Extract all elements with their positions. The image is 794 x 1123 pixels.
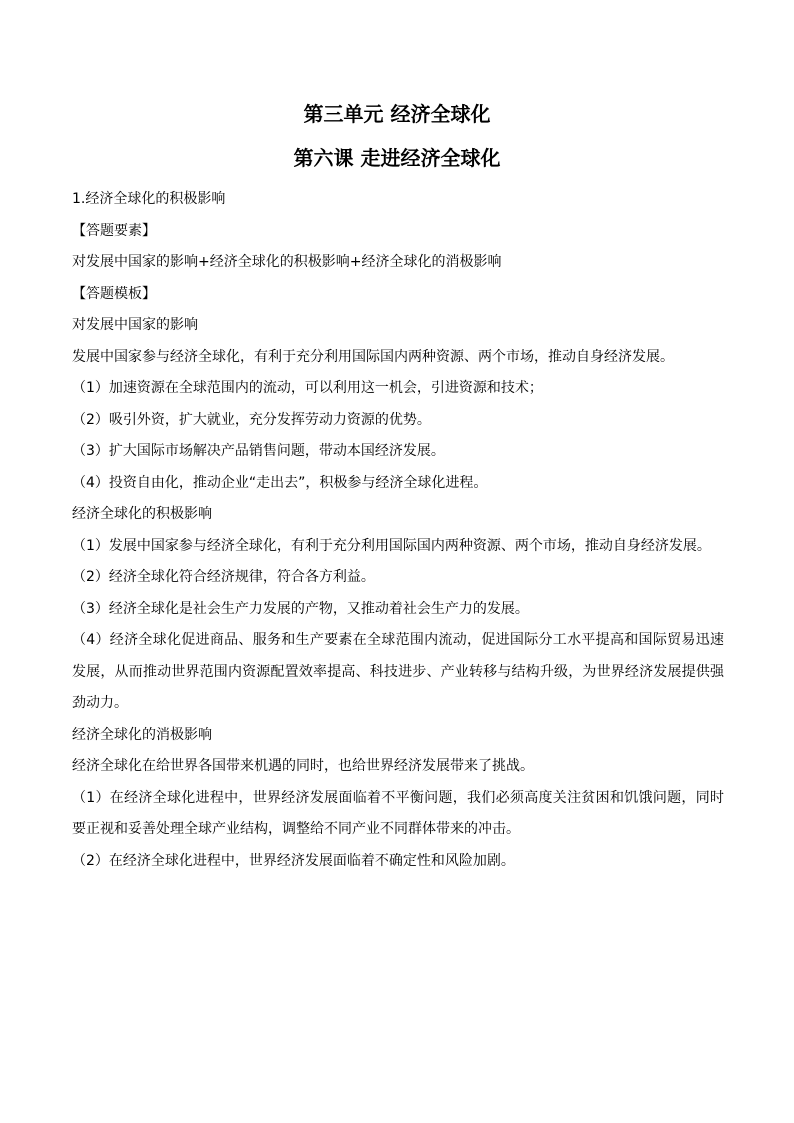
bracket-heading: 【答题模板】	[72, 285, 156, 302]
list-item: （4）投资自由化，推动企业“走出去”，积极参与经济全球化进程。	[72, 474, 488, 491]
document-body	[72, 184, 724, 877]
subheading: 对发展中国家的影响	[72, 317, 198, 333]
list-item: （1）加速资源在全球范围内的流动，可以利用这一机会，引进资源和技术；	[72, 380, 543, 396]
paragraph: 对发展中国家的影响+经济全球化的积极影响+经济全球化的消极影响	[72, 254, 502, 270]
lesson-title: 第六课 走进经济全球化	[293, 146, 501, 170]
paragraph: 经济全球化在给世界各国带来机遇的同时，也给世界经济发展带来了挑战。	[72, 758, 534, 774]
list-item: （2）经济全球化符合经济规律，符合各方利益。	[72, 569, 375, 585]
subheading: 经济全球化的积极影响	[72, 506, 212, 522]
list-item: （1）发展中国家参与经济全球化，有利于充分利用国际国内两种资源、两个市场，推动自身经济发展。	[72, 537, 711, 554]
bracket-heading: 【答题要素】	[72, 222, 156, 239]
list-item: （4）经济全球化促进商品、服务和生产要素在全球范围内流动，促进国际分工水平提高和国际贸易迅速发展，从而推动世界范围内资源配置效率提高、科技进步、产业转移与结构升级，为世界经济发展提供强劲动力。	[72, 632, 724, 711]
section-heading: 1.经济全球化的积极影响	[72, 191, 226, 207]
list-item: （2）吸引外资，扩大就业，充分发挥劳动力资源的优势。	[72, 411, 431, 428]
subheading: 经济全球化的消极影响	[72, 726, 212, 743]
list-item: （2）在经济全球化进程中，世界经济发展面临着不确定性和风险加剧。	[72, 852, 515, 869]
list-item: （1）在经济全球化进程中，世界经济发展面临着不平衡问题，我们必须高度关注贫困和饥饿问题，同时要正视和妥善处理全球产业结构，调整给不同产业不同群体带来的冲击。	[72, 789, 724, 837]
list-item: （3）扩大国际市场解决产品销售问题，带动本国经济发展。	[72, 443, 445, 459]
list-item: （3）经济全球化是社会生产力发展的产物，又推动着社会生产力的发展。	[72, 600, 529, 617]
paragraph: 发展中国家参与经济全球化，有利于充分利用国际国内两种资源、两个市场，推动自身经济发展。	[72, 348, 674, 365]
unit-title: 第三单元 经济全球化	[303, 102, 491, 126]
